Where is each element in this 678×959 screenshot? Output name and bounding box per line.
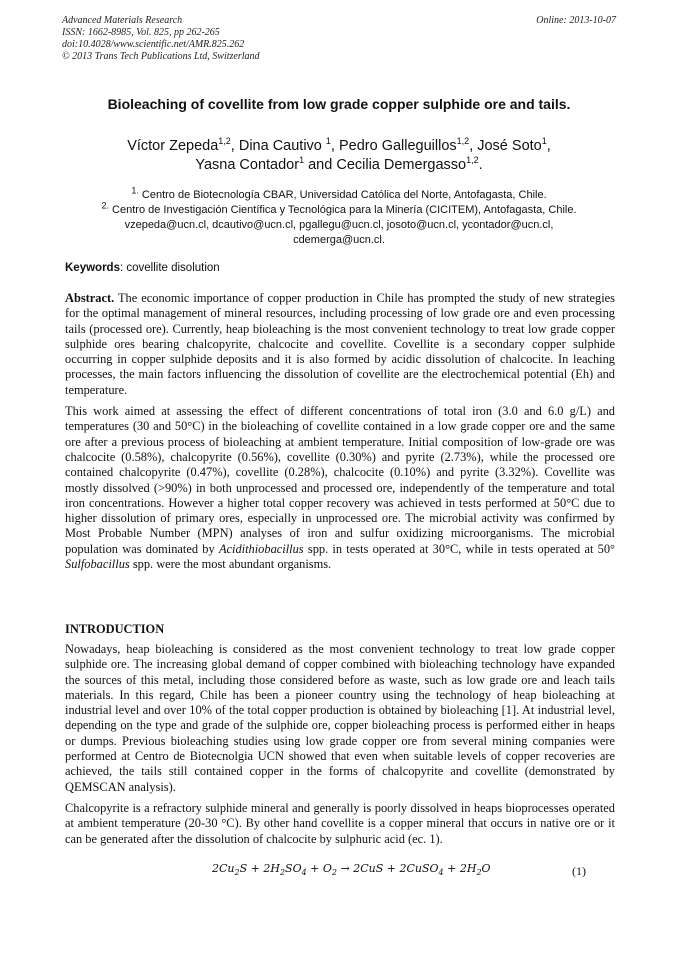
abstract-text: The economic importance of copper production in Chile has prompted the study of new strategies for the optimal management of mineral resources, including processing of low grade ore and even processing tails (processed ore). Currently, heap bioleaching is the most convenient technology to treat low grade copper sulphide ores bearing chalcopyrite, chalcocite and covellite. Covellite is a secondary copper sulphide occurring in copper sulphide deposits and it is also formed by acidic dissolution of chalcocite. In leaching processes, the main factors influencing the dissolution of covellite are the electrochemical potential (Eh) and temperature. (65, 291, 615, 397)
affil-number: 1. (131, 185, 139, 196)
abstract-text: spp. were the most abundant organisms. (129, 557, 332, 572)
eq-term: SO (285, 862, 302, 875)
eq-subscript: 4 (301, 868, 307, 878)
eq-subscript: 2 (234, 868, 240, 878)
copyright-line: © 2013 Trans Tech Publications Ltd, Switzerland (62, 51, 260, 62)
abstract-label: Abstract. (65, 291, 115, 305)
abstract-text: This work aimed at assessing the effect of different concentrations of total iron (3.0 and 6.0 g/L) and temperatures (30 and 50°C) in the bioleaching of covellite contained in a low grade copper ore and the same ore after a previous process of bioleaching at ambient temperature. Initial composition of low-grade ore was chalcocite (0.58%), chalcopyrite (0.56%), covellite (0.30%) and pyrite (2.73%), while the processed ore contained chalcopyrite (0.47%), covellite (0.28%), chalcocite (0.10%) and pyrite (3.32%). Covellite was mostly dissolved (>90%) in both unprocessed and processed ore, independently of the temperature and total iron concentrations. However a higher total copper recovery was achieved in tests performed at 50°C due to higher dissolution of primary ores, especially in unprocessed ore. The microbial activity was confirmed by Most Probable Number (MPN) analyses of iron and sulfur oxidizing microorganisms. The microbial population was dominated by (65, 404, 615, 556)
author-name: Yasna Contador (195, 157, 300, 173)
keywords (65, 262, 220, 274)
author-name: Víctor Zepeda (127, 138, 219, 154)
introduction-heading: INTRODUCTION (65, 622, 165, 636)
author-separator: , (546, 138, 551, 154)
eq-term: O (481, 862, 491, 875)
eq-term: S + 2H (239, 862, 280, 875)
issn-line: ISSN: 1662-8985, Vol. 825, pp 262-265 (62, 27, 220, 38)
affil-number: 2. (101, 200, 109, 211)
author-affil-mark: 1 (325, 136, 331, 147)
equation-number: (1) (572, 864, 586, 878)
affiliations (40, 185, 638, 248)
author-list (40, 137, 638, 175)
keywords-text: : covellite disolution (119, 262, 220, 274)
genus-name: Sulfobacillus (65, 557, 130, 572)
affil-text: Centro de Biotecnología CBAR, Universidad Católica del Norte, Antofagasta, Chile. (138, 189, 547, 201)
author-affil-mark: 1 (299, 155, 305, 166)
affiliation-2 (40, 200, 638, 218)
intro-paragraph-2: Chalcopyrite is a refractory sulphide mineral and generally is poorly dissolved in heaps bioprocesses operated at ambient temperature (20-30 °C). By other hand covellite is a copper mineral that occurs in native ore or it can be generated after the dissolution of chalcocite by sulphuric acid (ec. 1). (65, 800, 615, 846)
eq-term: + O (306, 862, 332, 875)
equation-1 (212, 862, 491, 878)
eq-subscript: 2 (279, 868, 286, 878)
emails-line-2: cdemerga@ucn.cl. (293, 234, 385, 246)
eq-subscript: 2 (331, 868, 338, 878)
eq-term: + 2H (443, 862, 477, 875)
eq-term: 2Cu (212, 862, 235, 875)
online-date: Online: 2013-10-07 (536, 15, 616, 26)
abstract-paragraph-1 (65, 291, 615, 398)
intro-paragraph-1: Nowadays, heap bioleaching is considered as the most convenient technology to treat low grade copper sulphide ore. The increasing global demand of copper combined with bioleaching technology have expanded the sources of this metal, including those considered before as waste, such as low grade ore and leach tails materials. In this regard, Chile has been a pioneer country using the technology of heap bioleaching at industrial level and over 10% of the total copper production is obtained by bioleaching [1]. At industrial level, depending on the type and grade of the sulphide ore, copper bioleaching process is performed either in heaps or dumps. Previous bioleaching studies using low grade copper ore from several mining companies were performed at Centro de Biotecnolgia UCN showed that even when suitable levels of copper recoveries are achieved, the tails still contained copper in the forms of chalcopyrite and covellite (demonstrated by QEMSCAN analysis). (65, 642, 615, 794)
author-name: , José Soto (469, 138, 542, 154)
abstract (65, 291, 615, 578)
author-affil-mark: 1,2 (456, 136, 470, 147)
introduction (65, 642, 615, 853)
paper-title: Bioleaching of covellite from low grade copper sulphide ore and tails. (107, 96, 571, 112)
abstract-text: spp. in tests operated at 30°C, while in tests operated at 50° (303, 541, 615, 556)
journal-header (62, 15, 260, 63)
author-name: , Dina Cautivo (230, 138, 326, 154)
author-separator: . (478, 157, 483, 173)
author-name: and Cecilia Demergasso (304, 157, 467, 173)
doi-line: doi:10.4028/www.scientific.net/AMR.825.262 (62, 39, 245, 50)
author-affil-mark: 1,2 (466, 155, 479, 166)
author-name: , Pedro Galleguillos (330, 138, 457, 154)
eq-subscript: 2 (476, 868, 482, 878)
author-affil-mark: 1 (541, 136, 547, 147)
eq-subscript: 4 (438, 868, 444, 878)
emails-line-1: vzepeda@ucn.cl, dcautivo@ucn.cl, pgallegu@ucn.cl, josoto@ucn.cl, ycontador@ucn.cl, (124, 219, 554, 231)
author-affil-mark: 1,2 (218, 136, 231, 147)
abstract-paragraph-2 (65, 404, 615, 572)
journal-name: Advanced Materials Research (62, 15, 183, 26)
affiliation-1 (40, 185, 638, 203)
genus-name: Acidithiobacillus (218, 541, 304, 556)
affil-text: Centro de Investigación Científica y Tecnológica para la Minería (CICITEM), Antofagasta, Chile. (108, 204, 577, 216)
keywords-label: Keywords (65, 262, 120, 274)
eq-term: → 2CuS + 2CuSO (337, 862, 439, 875)
